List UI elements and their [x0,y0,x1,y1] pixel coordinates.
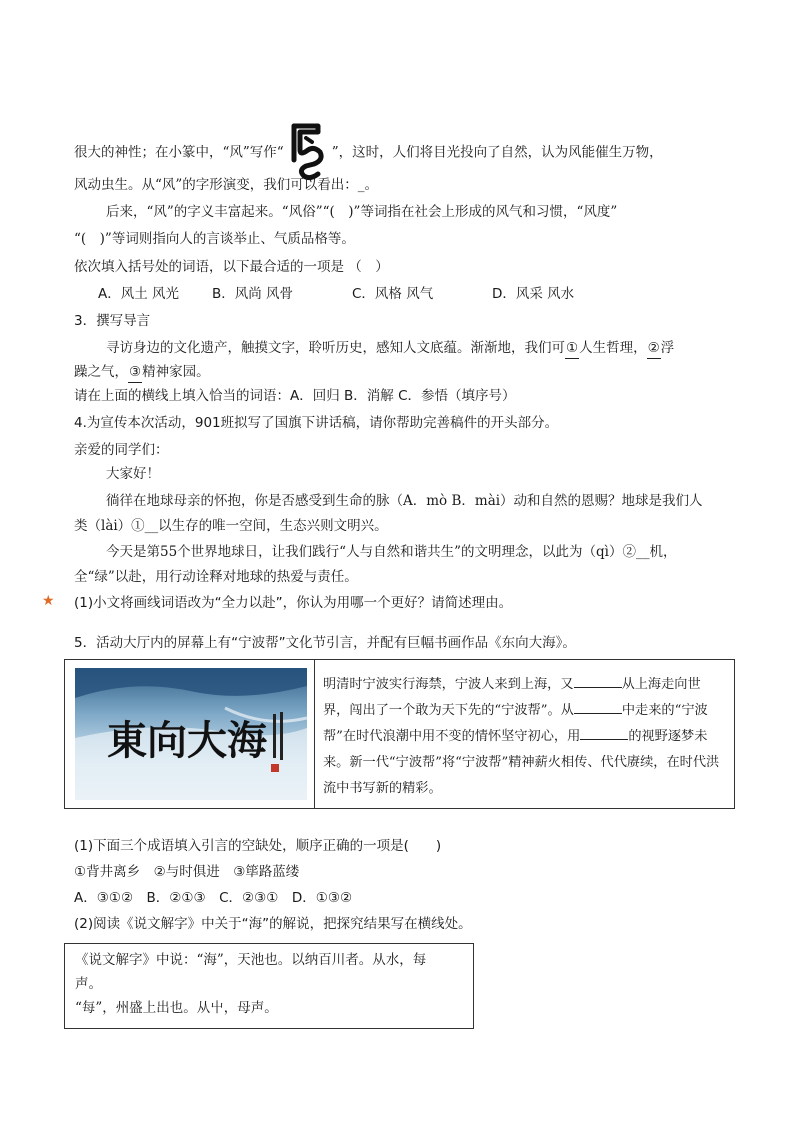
feng-option-b[interactable]: B．风尚 风骨 [212,286,294,302]
feng-option-d[interactable]: D．风采 风水 [492,286,575,302]
star-icon: ★ [42,593,55,609]
shuowen-box [64,943,474,1029]
passage-line-2: 风动虫生。从“风”的字形演变，我们可以看出：_。 [74,177,379,193]
q4-subquestion-1: (1)小文将画线词语改为“全力以赴”，你认为用哪一个更好？请简述理由。 [74,595,513,611]
passage-line-3: 后来，“风”的字义丰富起来。“风俗”“( )”等词指在社会上形成的风气和习惯，“风度” [106,204,618,220]
q3-line-1: 寻访身边的文化遗产，触摸文字，聆听历史，感知人文底蕴。渐渐地，我们可①人生哲理，②浮 [106,338,674,359]
shuowen-line-3: “每”，州盛上出也。从屮，母声。 [75,1000,278,1016]
q3-blank-1[interactable]: ① [565,338,579,359]
passage-line-4: “( )”等词则指向人的言谈举止、气质品格等。 [74,231,355,247]
q3-blank-3[interactable]: ③ [128,362,142,383]
q4-title: 4.为宣传本次活动，901班拟写了国旗下讲话稿，请你帮助完善稿件的开头部分。 [74,415,559,431]
q4-paragraph-2b: 全“绿”以赴，用行动诠释对地球的热爱与责任。 [74,569,358,585]
feng-option-a[interactable]: A．风土 风光 [98,286,180,302]
shuowen-line-2: 声。 [75,976,102,992]
q5-subquestion-2: (2)阅读《说文解字》中关于“海”的解说，把探究结果写在横线处。 [74,916,472,932]
q5-intro-box [64,659,735,809]
q5-idioms: ①背井离乡 ②与时俱进 ③筚路蓝缕 [74,864,300,880]
q3-instruction: 请在上面的横线上填入恰当的词语：A．回归 B．消解 C．参悟（填序号） [74,388,516,404]
calligraphy-painting [75,668,307,800]
painting-title: 東向大海 [107,717,267,764]
box-divider [314,660,315,808]
q4-paragraph-1b: 类（lài）①__以生存的唯一空间，生态兴则文明兴。 [74,518,388,534]
passage-line-1: 很大的神性；在小篆中，“风”写作“ ”，这时，人们将目光投向了自然，认为风能催生万物， [74,120,663,186]
feng-option-c[interactable]: C．风格 风气 [352,286,434,302]
intro-blank-1[interactable] [574,673,622,688]
shuowen-line-1: 《说文解字》中说：“海”，天池也。以纳百川者。从水，每 [75,952,427,968]
q3-blank-2[interactable]: ② [647,338,661,359]
q4-paragraph-1a: 徜徉在地球母亲的怀抱，你是否感受到生命的脉（A．mò B．mài）动和自然的恩赐？地球是我们人 [106,493,703,509]
feng-question: 依次填入括号处的词语，以下最合适的一项是 （ ） [74,259,389,275]
q3-line-2: 躁之气，③精神家园。 [74,362,210,383]
q5-title: 5．活动大厅内的屏幕上有“宁波帮”文化节引言，并配有巨幅书画作品《东向大海》。 [74,635,576,651]
q4-salutation: 亲爱的同学们： [74,442,169,458]
q3-title: 3．撰写导言 [74,313,151,329]
q4-greeting: 大家好！ [106,466,160,482]
q5-intro-text: 明清时宁波实行海禁，宁波人来到上海，又 从上海走向世界，闯出了一个敢为天下先的“宁波帮”。从 中走来的“宁波帮”在时代浪潮中用不变的情怀坚守初心，用 的视野逐梦未来。新一代“宁波帮”将“宁波帮”精神薪火相传、代代赓续，在时代洪流中书写新的精彩。 [323,672,727,802]
intro-blank-2[interactable] [574,699,622,714]
q5-subquestion-1: (1)下面三个成语填入引言的空缺处，顺序正确的一项是( ) [74,838,442,854]
q5-choices[interactable]: A．③①② B．②①③ C．②③① D．①③② [74,890,353,906]
q4-paragraph-2a: 今天是第55个世界地球日，让我们践行“人与自然和谐共生”的文明理念，以此为（qì）②__机， [106,544,677,560]
intro-blank-3[interactable] [580,725,628,740]
